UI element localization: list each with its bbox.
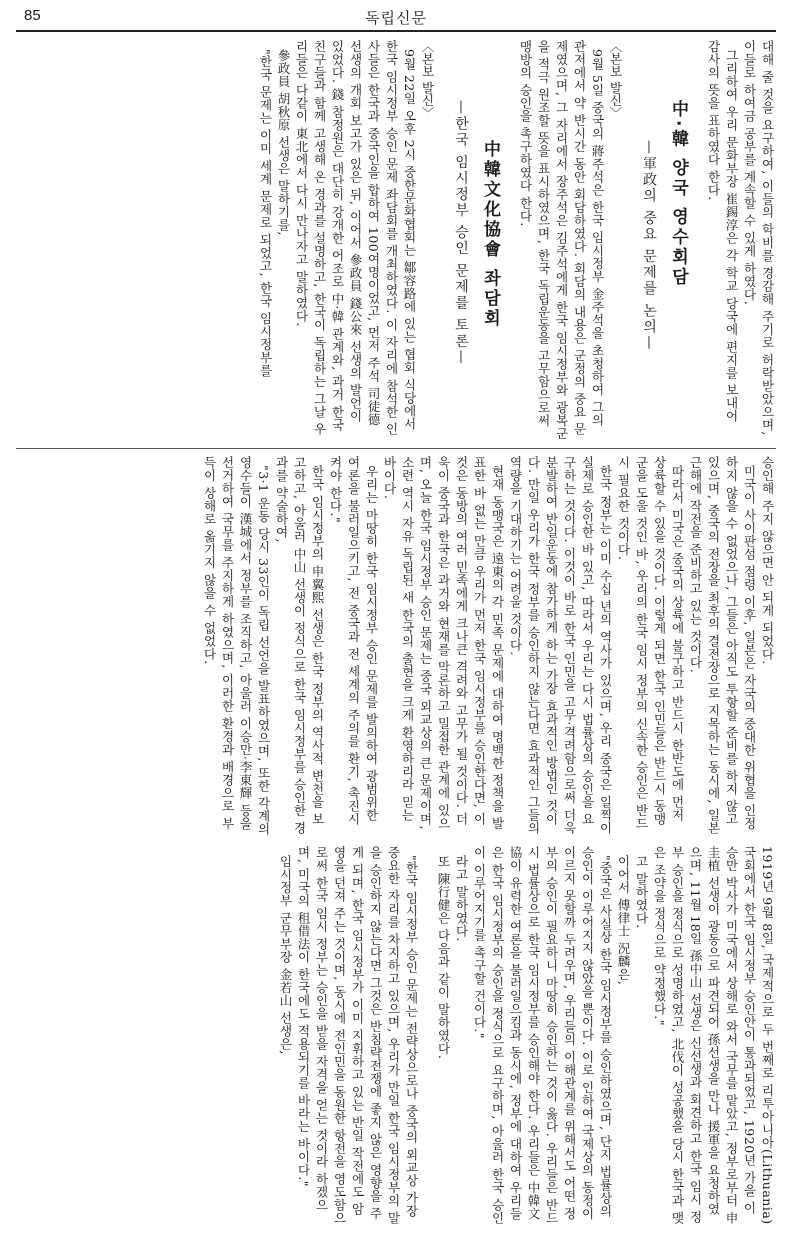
lower-column-a: 1919년 9월 8일, 국제적으로 두 번째로 리투아니아(Lithuania) 국회에서 한국 임시정부 승인안이 통과되었고, 1920년 가을 이승만 박사가 미국에서 상해로 와서 국무를 맡았고, 정부로부터 申圭植 선생이 광동으로 파견되어 孫선생을 만나 援軍을 요청하였으며, 11월 18일 孫中山 선생은 신선생과 회견하고 한국 임시 정부 승인을 정식으로 성명하였고, 北伐이 성공했을 당시 한국과 맺은 조약을 정식으로 약정했다." 고 말하였다. 이어서 傅律士 況麟은, "중국은 사실상 한국 임시정부를 승인하였으며, 단지 법률상의 승인이 이루어지지 않았을 뿐이다. 이로 인하여 국제상의 동정이 이르지 못할까 두려우며, 우리들의 이해관계를 위해서도 어떤 정부의 승인이 필요하니 마땅히 승인하는 것이 옳다. 우리들은 반드시 법률상으로 한국 임시정부를 승인해야 한다. 우리들은 中韓文協이 유력한 여론을 불러일으킴과 동시에, 정부에 대하여 우리들은 한국 임시정부의 승인을 정식으로 요구하며, 아울러 한국 승인이 이루어지기를 촉구할 건이다." 라고 말하였다. 또 陳行健은 다음과 같이 말하였다. xyxy=(436,846,775,1225)
section-divider xyxy=(16,448,776,449)
article2-body: 9월 22일 오후 2시 중한문화협회는 鄒容路에 있는 협회 식당에서 한국 임시정부 승인 문제 좌담회를 개최하였다. 이 자리에 참석한 인사들은 한국과 중국인을 합하여 100여명이었고, 먼저 주석 司徒德 선생의 개회 보고가 있은 뒤, 이어서 參政員 錢公來 선생의 발언이 있었다. 錢 참정원은 대단히 강개한 어조로 中·韓 관계와, 과거 한국 친구들과 함께 고생해 온 경과를 설명하고, 한국이 독립하는 그날 우리들은 다같이 東北에서 다시 만나자고 말하였다. 參政員 胡秋原 선생은 말하기를, "한국 문제는 이미 세계 문제로 되었고, 한국 임시정부를 xyxy=(258,40,417,436)
lead-paragraph: 대해 줄 것을 요구하여, 이들의 학비를 경감해 주기로 허락받았으며, 이들로 하여금 공부를 계속할 수 있게 하였다. 그리하여 우리 문화부장 崔錫淳은 각 학교 당국에 편지를 보내어 감사의 뜻을 표하였다 한다. xyxy=(706,40,775,436)
lower-section xyxy=(16,846,776,1226)
page-number: 85 xyxy=(24,7,41,24)
article1-headline: 中·韓 양국 영수회담 xyxy=(668,100,688,288)
header-rule xyxy=(16,30,776,32)
article1-body: 9월 5일 중국의 蔣주석은 한국 임시정부 金주석을 초청하여 그의 관저에서 약 반시간 동안 회담하였다. 회담의 내용은 군정의 중요 문제였으며, 그 자리에서 장주석은 김주석에게 한국 임시정부와 광복군을 적극 원조할 뜻을 표시하였으며, 한국 독립운동을 고무함으로써 맹방의 승인을 촉구하였다 한다. xyxy=(518,40,605,440)
article2-subhead: —한국 임시정부 승인 문제를 토론— xyxy=(453,100,469,366)
running-title: 독립신문 xyxy=(365,9,427,27)
article2-tag: 〈본보 발신〉 xyxy=(420,40,435,119)
page-header xyxy=(0,0,792,34)
article2-headline: 中韓文化協會 좌담회 xyxy=(480,140,500,329)
continuation-text: 승인해 주지 않으면 안 되게 되었다. 미국이 사이판섬 점령 이후, 일본은 자국의 중대한 위협을 인정하지 않을 수 없었으나, 그들은 아직도 투항할 준비를 하지 않고 있으며, 중국의 전장을 최후의 결전장으로 지목하는 동시에, 일본 근해에 작전을 준비하고 있는 것이다. 따라서 미국은 중국의 상륙에 불구하고 반드시 한반도에 먼저 상륙할 수 있을 것이다. 이렇게 되면 한국 인민들은 반드시 동맹군을 도울 것인 바, 우리의 한국 임시 정부의 신속한 승인은 반드시 필요한 것이다. 한국 정부는 이미 수십 년의 역사가 있으며, 우리 중국은 일찍이 실제로 승인한 바 있고, 따라서 우리는 다시 법률상의 승인을 요구하는 것이다. 이것이 바로 한국 인민을 고무·격려함으로써 더욱 분발하여 반일운동에 참가하게 하는 가장 효과적인 방법인 것이다. 만일 우리가 한국 정부를 승인하지 않는다면 효과적인 그들의 역량을 기대하기는 어려울 것이다. 현재 동맹국은 遠東의 각 민족 문제에 대하여 명백한 정책을 발표한 바 없는 만큼 우리가 먼저 한국 임시정부를 승인한다면, 이것은 동방의 여러 민족에게 크나큰 격려와 고무가 될 것이다. 더욱이 중국과 한국은 과거와 현재를 막론하고 밀접한 관계에 있으며, 오늘 한국 임시정부 승인 문제는 중국 외교상의 큰 문제이며, 소련 역시 자유 독립된 새 한국의 출현을 크게 환영하리라 믿는 바이다. 우리는 마땅히 한국 임시정부 승인 문제를 발의하여 광범위한 여론을 불러일으키고, 전 중국과 전 세계의 주의를 환기, 촉진시켜야 한다." 한국 임시정부의 申翼熙 선생은 한국 정부의 역사적 변천을 보고하고, 아울러 中山 선생이 정식으로 한국 임시정부를 승인한 경과를 약술하여, "3·1 운동 당시 33인이 독립 선언을 발표하였으며, 또한 각계의 영수들이 漢城에서 정부를 조직하고, 아울러 이승만·李東輝 등을 선거하여 국무를 주지하게 하였으며, 이러한 환경과 배경으로 부득이 상해로 옮기지 않을 수 없었다. xyxy=(202,456,775,836)
top-section xyxy=(16,40,776,440)
lower-column-b: "한국 임시정부 승인 문제는 전략상으로나 중국의 외교상 가장 중요한 자리를 차지하고 있으며, 우리가 만일 한국 임시정부의 말을 승인하지 않는다면 그것은 반침략전쟁에 좋지 않은 영향을 주게 되며, 한국 임시정부가 이미 지휘하고 있는 반일 작전에도 암영을 던져 주는 것이며, 동시에 전인민을 동원한 항전을 영도함으로써 한국 임시 정부는 승인을 받을 자격을 얻는 것이라 하겠으며, 미국의 租借法이 한국에도 적용되기를 바라는 바이다." 임시정부 군무부장 金若山 선생은, xyxy=(278,846,419,1225)
article1-subhead: —軍政의 중요 문제를 논의— xyxy=(641,140,657,352)
article1-tag: 〈본보 발신〉 xyxy=(608,40,623,119)
